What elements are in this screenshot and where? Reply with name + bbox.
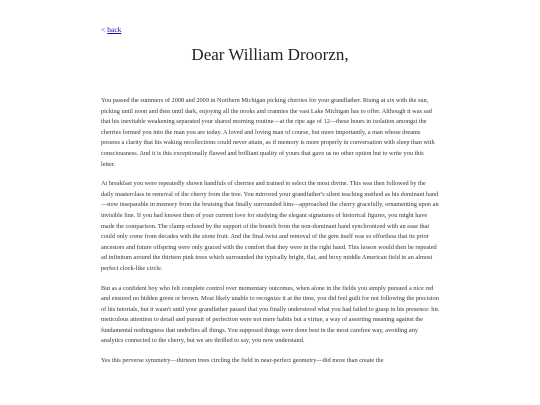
letter-paragraph-4: Yes this perverse symmetry—thirteen trees circling the field in near-perfect geometry—did more than create the — [101, 357, 384, 365]
back-arrow: < — [101, 25, 106, 34]
back-nav — [101, 25, 121, 35]
letter-body — [101, 96, 439, 376]
back-link[interactable]: back — [107, 25, 122, 34]
letter-paragraph-3: But as a confident boy who felt complete control over momentary outcomes, when alone in the fields you simply pursued a nice red and ensured no hidden green or brown. Most likely unable to recognize it at the time, you did feel guilt for not following the precision of his tutorials, but it wasn't until your grandfather passed that you finally understood what you had failed to grasp in his presence: his meticulous attention to detail and pursuit of perfection were not mere habits but a virtue, a way of asserting meaning against the fundamental nothingness that underlies all things. You supposed things were done best in the most carefree way, avoiding any analytics connected to the cherry, but we are thrilled to say, you now understand. — [101, 284, 439, 345]
letter-paragraph-2: At breakfast you were repeatedly shown handfuls of cherries and trained to select the most divine. This was then followed by the daily masterclass in removal of the cherry from the tree. You mirrored your grandfather's silent teaching method as his dominant hand—now inseparable in memory from the bruising that finally surrounded him—approached the cherry gracefully, ornamenting upon an invisible line. If you had known then of your current love for studying the elegant signatures of historical figures, you might have made the comparison. The clamp echoed by the support of the branch from the non-dominant hand synchronized with an ease that could only come from decades with the stone fruit. And the final twist and removal of the gem itself was so effortless that its prior ancestors and future offspring were only graced with the comfort that they were in the right hand. This lesson would then be repeated ad infinitum around the thirteen pink trees which surrounded the typically bright, flat, and boxy middle American field in an almost perfect clock-like circle. — [101, 180, 439, 272]
letter-heading: Dear William Droorzn, — [191, 45, 349, 64]
letter-paragraph-1: You passed the summers of 2008 and 2009 in Northern Michigan picking cherries for your grandfather. Rising at six with the sun, picking until noon and then until dark, enjoying all the nooks and crannies the vast Lake Michigan has to offer. Although it was sad that his inevitable weakening separated your shared morning routine—at the ripe age of 12—these hours in isolation amongst the cherries formed you into the man you are today. A loved and loving man of course, but more importantly, a man whose dreams possess a clarity that his waking recollections could never attain, as if memory is more properly in conversation with sleep than with consciousness. And it is this exceptionally flawed and brilliant quality of yours that gave us no other option but to write you this letter. — [101, 97, 435, 168]
